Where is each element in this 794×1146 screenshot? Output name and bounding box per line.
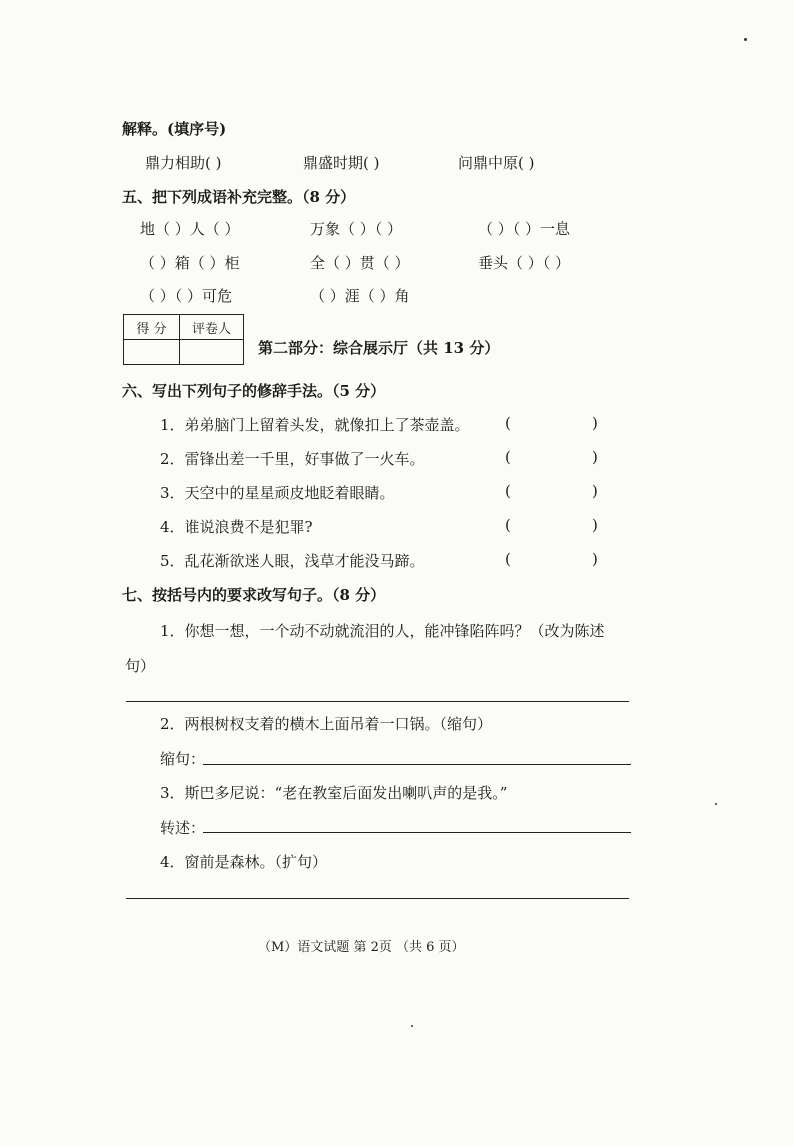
scan-speck — [744, 38, 747, 41]
answer-line — [126, 898, 629, 899]
question-text: 2．两根树杈支着的横木上面吊着一口锅。（缩句） — [160, 715, 493, 733]
section6-title: 六、写出下列句子的修辞手法。（5 分） — [122, 382, 386, 400]
answer-paren-close: ) — [592, 482, 598, 500]
intro-text: 解释。(填序号) — [122, 120, 227, 138]
question-text: 1．你想一想，一个动不动就流泪的人，能冲锋陷阵吗？（改为陈述 — [160, 622, 605, 640]
idiom-blank: 全（ ）贯（ ） — [310, 254, 410, 272]
answer-label: 转述： — [160, 819, 206, 837]
question-text: 4．窗前是森林。（扩句） — [160, 853, 328, 871]
idiom-blank: （ ）箱（ ）柜 — [140, 254, 240, 272]
idiom-item: 鼎盛时期( ) — [303, 154, 380, 172]
grader-cell — [180, 340, 244, 365]
answer-paren-open: ( — [505, 550, 511, 568]
idiom-item: 问鼎中原( ) — [458, 154, 535, 172]
question-item: 1．弟弟脑门上留着头发，就像扣上了茶壶盖。 — [160, 416, 470, 434]
question-item: 3．天空中的星星顽皮地眨着眼睛。 — [160, 484, 395, 502]
answer-line — [203, 764, 631, 765]
answer-paren-open: ( — [505, 414, 511, 432]
answer-paren-close: ) — [592, 516, 598, 534]
score-header: 得 分 — [124, 315, 180, 340]
answer-paren-close: ) — [592, 414, 598, 432]
answer-line — [126, 701, 629, 702]
answer-label: 缩句： — [160, 750, 206, 768]
question-text: 句） — [125, 657, 156, 675]
idiom-blank: 垂头（ ）（ ） — [478, 254, 571, 272]
part2-title: 第二部分：综合展示厅（共 13 分） — [258, 339, 500, 357]
scan-speck — [715, 803, 717, 805]
scan-speck — [411, 1025, 413, 1027]
idiom-item: 鼎力相助( ) — [145, 154, 222, 172]
answer-paren-open: ( — [505, 448, 511, 466]
idiom-blank: 地（ ）人（ ） — [140, 220, 240, 238]
score-cell — [124, 340, 180, 365]
idiom-blank: 万象（ ）（ ） — [310, 220, 403, 238]
question-item: 4．谁说浪费不是犯罪? — [160, 518, 313, 536]
idiom-blank: （ ）（ ）一息 — [478, 220, 571, 238]
score-table — [123, 314, 244, 365]
answer-paren-open: ( — [505, 482, 511, 500]
idiom-blank: （ ）涯（ ）角 — [310, 287, 410, 305]
answer-paren-close: ) — [592, 550, 598, 568]
question-text: 3．斯巴多尼说：“老在教室后面发出喇叭声的是我。” — [160, 784, 508, 802]
section5-title: 五、把下列成语补充完整。（8 分） — [122, 188, 356, 206]
question-item: 2．雷锋出差一千里，好事做了一火车。 — [160, 450, 425, 468]
section7-title: 七、按括号内的要求改写句子。（8 分） — [122, 586, 386, 604]
answer-paren-open: ( — [505, 516, 511, 534]
idiom-blank: （ ）（ ）可危 — [140, 287, 233, 305]
question-item: 5．乱花渐欲迷人眼，浅草才能没马蹄。 — [160, 552, 425, 570]
page-footer: （M）语文试题 第 2页 （共 6 页） — [258, 940, 465, 955]
answer-line — [203, 832, 631, 833]
answer-paren-close: ) — [592, 448, 598, 466]
grader-header: 评卷人 — [180, 315, 244, 340]
